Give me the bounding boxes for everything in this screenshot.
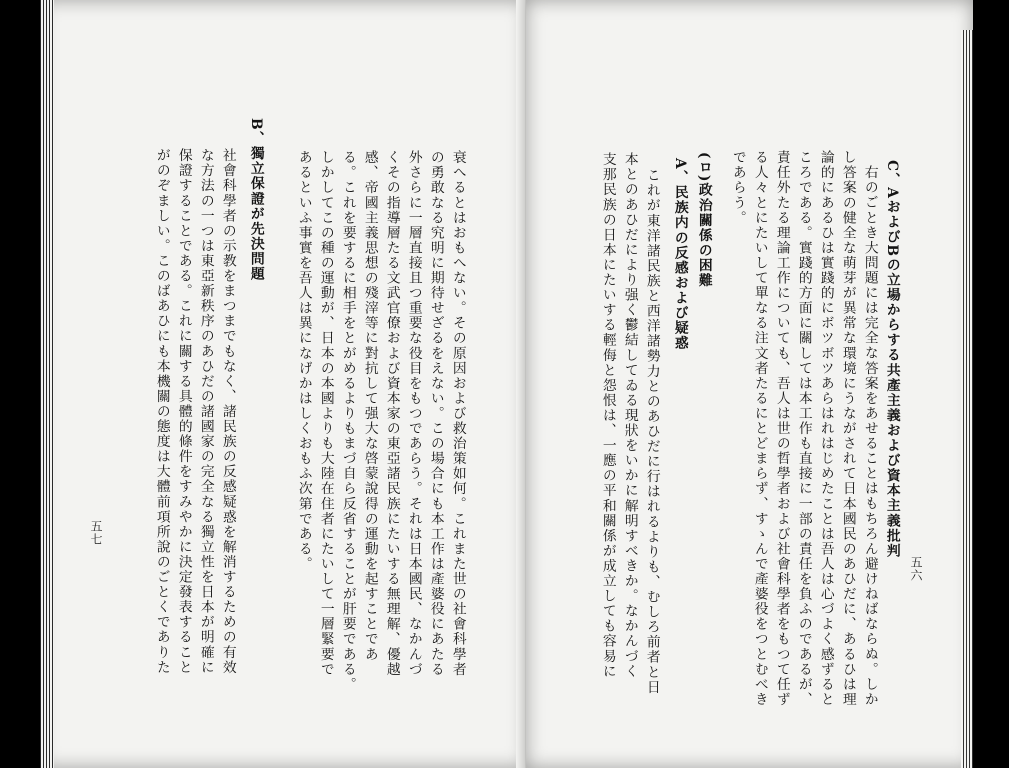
section-heading: C、AおよびBの立場からする共產主義および資本主義批判: [883, 160, 900, 559]
page-number: 五六: [909, 556, 923, 582]
text-line: 支那民族の日本にたいする輕侮と怨恨は、一應の平和關係が成立しても容易に: [599, 152, 616, 679]
text-line: 論的にあるひは實踐的にボツボツあらはれはじめたことは吾人は心づよく感ずると: [817, 150, 834, 707]
text-line: 本とのあひだにより强く鬱結してゐる現狀をいかに解明すべきか。なかんづく: [621, 152, 638, 679]
text-line: る。これを要するに相手をとがめるよりもまづ自ら反省することが肝要である。: [339, 150, 356, 692]
text-line: しかしてこの種の運動が、日本の本國よりも大陸在住者にたいして一層緊要で: [317, 150, 334, 677]
section-heading: B、獨立保證が先決問題: [247, 118, 264, 282]
right-page: [526, 0, 973, 768]
text-line: 責任外たる理論工作についても、吾人は世の哲學者および社會科學者をもつて任ず: [773, 150, 790, 707]
text-line: 社會科學者の示教をまつまでもなく、諸民族の反感疑惑を解消するための有效: [219, 148, 236, 675]
text-line: 右のごとき大問題には完全な答案をあせることはもちろん避けねばならぬ。しか: [861, 165, 878, 707]
text-line: であらう。: [729, 150, 746, 226]
text-line: る人々とにたいして單なる注文者たるにとどまらず、すゝんで產婆役をつとむべき: [751, 150, 768, 707]
section-heading: (ロ)政治關係の困難: [695, 152, 712, 288]
text-line: の勇敢なる究明に期待せざるをえない。この場合にも本工作は產婆役にあたる: [427, 150, 444, 677]
page-number: 五七: [89, 520, 103, 546]
text-line: 保證することである。これに關する具體的條件をすみやかに決定發表すること: [175, 148, 192, 675]
text-line: ころである。實踐的方面に關しては本工作も直接に一部の責任を負ふのであるが、: [795, 150, 812, 707]
text-line: し答案の健全な萌芽が異常な環境にうながされて日本國民のあひだに、あるひは理: [839, 150, 856, 707]
section-heading: A、民族内の反感および疑惑: [671, 158, 688, 351]
text-line: あるといふ事實を吾人は異になげかはしくおもふ次第である。: [295, 150, 312, 572]
text-line: 外さらに一層直接且つ重要な役目をもつであらう。それは日本國民、なかんづ: [405, 150, 422, 677]
text-line: くその指導層たる文武官僚および資本家の東亞諸民族にたいする無理解、優越: [383, 150, 400, 677]
text-line: これが東洋諸民族と西洋諸勢力とのあひだに行はれるよりも、むしろ前者と日: [643, 168, 660, 695]
left-page: [40, 0, 527, 768]
text-line: な方法の一つは東亞新秩序のあひだの諸國家の完全なる獨立性を日本が明確に: [197, 148, 214, 675]
text-line: 衰へるとはおもへない。その原因および救治策如何。これまた世の社會科學者: [449, 150, 466, 677]
text-line: がのぞましい。このばあひにも本機關の態度は大體前項所說のごとくでありた: [153, 148, 170, 675]
text-line: 感、帝國主義思想の殘滓等に對抗して强大な啓蒙說得の運動を起すことであ: [361, 150, 378, 662]
